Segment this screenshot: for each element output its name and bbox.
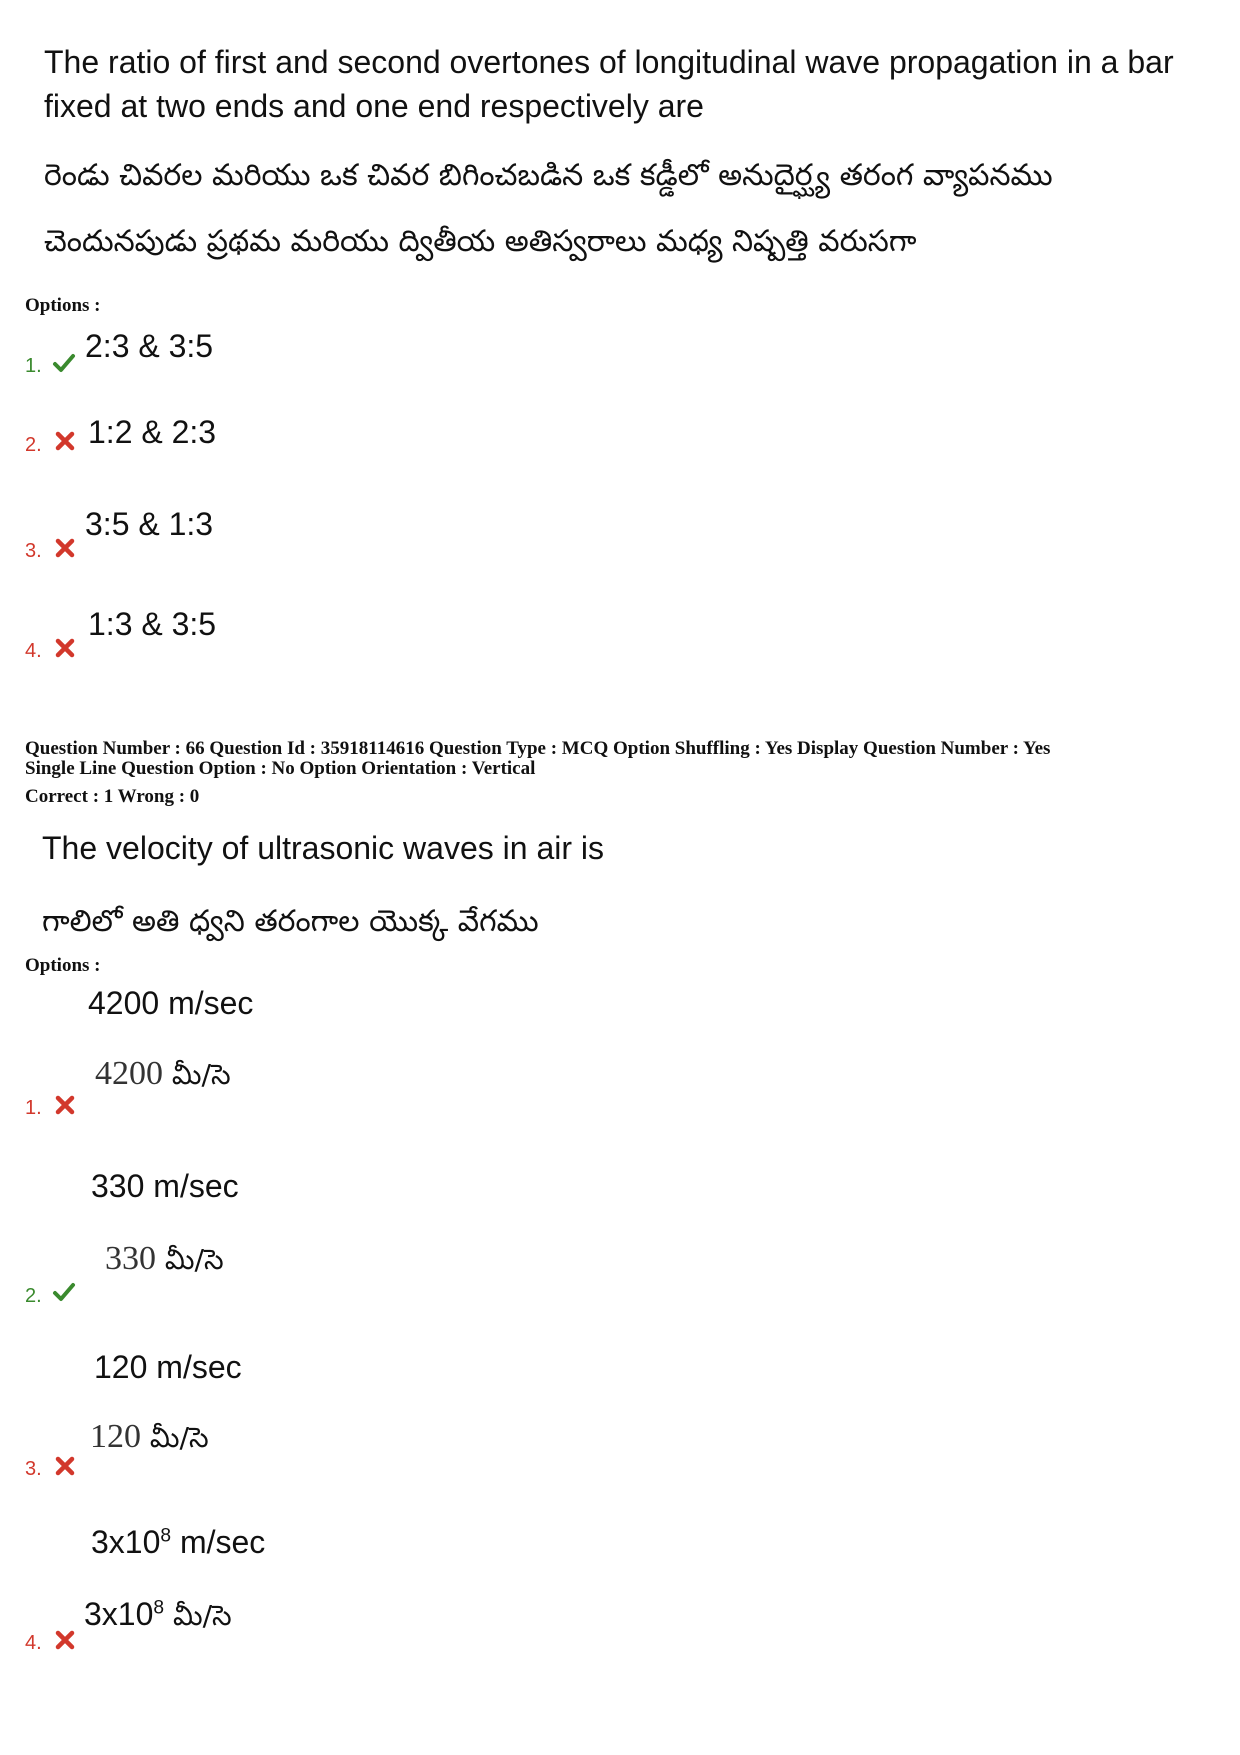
q65-option-1-text: 2:3 & 3:5 [85, 328, 214, 364]
q65-option-2-number: 2. [25, 434, 42, 456]
q66-option-3-telugu [90, 1418, 209, 1461]
q65-option-4-number: 4. [25, 640, 42, 662]
q66-option-3-english [94, 1349, 242, 1386]
q66-option-2-te-value: 330 [105, 1240, 156, 1277]
question-65-english-line2: fixed at two ends and one end respectively are [44, 88, 704, 124]
q66-option-1-en-unit: m/sec [159, 985, 254, 1021]
q66-option-4-te-value: 3x10 [84, 1596, 154, 1632]
q65-option-3-text: 3:5 & 1:3 [85, 506, 214, 542]
q66-option-4-number: 4. [25, 1632, 42, 1654]
q66-option-2-number: 2. [25, 1285, 42, 1307]
q66-option-4-en-value: 3x10 [91, 1524, 161, 1560]
cross-icon [53, 1628, 77, 1652]
q66-option-1-number: 1. [25, 1097, 42, 1119]
question-65-options-label: Options : [25, 295, 101, 316]
q66-option-4-en-exponent: 8 [160, 1525, 172, 1547]
cross-icon [53, 1454, 77, 1478]
q66-option-2-en-unit: m/sec [144, 1168, 239, 1204]
q66-option-4-te-unit: మీ/సె [164, 1599, 232, 1632]
q66-option-1-en-value: 4200 [88, 985, 160, 1021]
q66-option-2-te-unit: మీ/సె [156, 1243, 224, 1276]
question-65-telugu-line1: రెండు చివరల మరియు ఒక చివర బిగించబడిన ఒక కడ్డీలో అనుదైర్ఘ్య తరంగ వ్యాపనము [44, 158, 1053, 193]
q66-option-4-te-exponent: 8 [153, 1597, 165, 1619]
question-65-telugu-line2: చెందునపుడు ప్రథమ మరియు ద్వితీయ అతిస్వరాలు మధ్య నిష్పత్తి వరుసగా [44, 224, 917, 259]
q66-option-4-english [91, 1524, 265, 1561]
q66-option-4-en-unit: m/sec [171, 1524, 266, 1560]
cross-icon [53, 536, 77, 560]
question-66-options-label: Options : [25, 955, 101, 976]
q66-option-3-number: 3. [25, 1458, 42, 1480]
question-66-english: The velocity of ultrasonic waves in air is [42, 830, 604, 866]
q66-option-2-english [91, 1168, 239, 1205]
question-66-telugu: గాలిలో అతి ధ్వని తరంగాల యొక్క వేగము [42, 904, 539, 939]
q66-option-1-te-value: 4200 [95, 1055, 163, 1092]
q66-option-3-en-value: 120 [94, 1349, 148, 1385]
q65-option-3-number: 3. [25, 540, 42, 562]
question-66-meta-line2: Single Line Question Option : No Option Orientation : Vertical [25, 758, 536, 779]
check-icon [52, 1280, 76, 1304]
q66-option-1-telugu [95, 1055, 231, 1098]
q65-option-1-number: 1. [25, 355, 42, 377]
q66-option-3-en-unit: m/sec [147, 1349, 242, 1385]
q66-option-4-telugu [84, 1596, 232, 1639]
cross-icon [53, 429, 77, 453]
q66-option-1-te-unit: మీ/సె [163, 1058, 231, 1091]
q66-option-2-telugu [105, 1240, 224, 1283]
question-66-meta-line3: Correct : 1 Wrong : 0 [25, 786, 200, 807]
question-65-english-line1: The ratio of first and second overtones of longitudinal wave propagation in a bar [44, 44, 1174, 80]
question-66-meta-line1: Question Number : 66 Question Id : 35918114616 Question Type : MCQ Option Shuffling : Yes Display Question Number : Yes [25, 738, 1051, 759]
q66-option-3-te-value: 120 [90, 1418, 141, 1455]
q66-option-2-en-value: 330 [91, 1168, 145, 1204]
q65-option-2-text: 1:2 & 2:3 [88, 414, 217, 450]
q66-option-3-te-unit: మీ/సె [141, 1421, 209, 1454]
q66-option-1-english [88, 985, 253, 1022]
cross-icon [53, 636, 77, 660]
q65-option-4-text: 1:3 & 3:5 [88, 606, 217, 642]
cross-icon [53, 1093, 77, 1117]
check-icon [52, 351, 76, 375]
